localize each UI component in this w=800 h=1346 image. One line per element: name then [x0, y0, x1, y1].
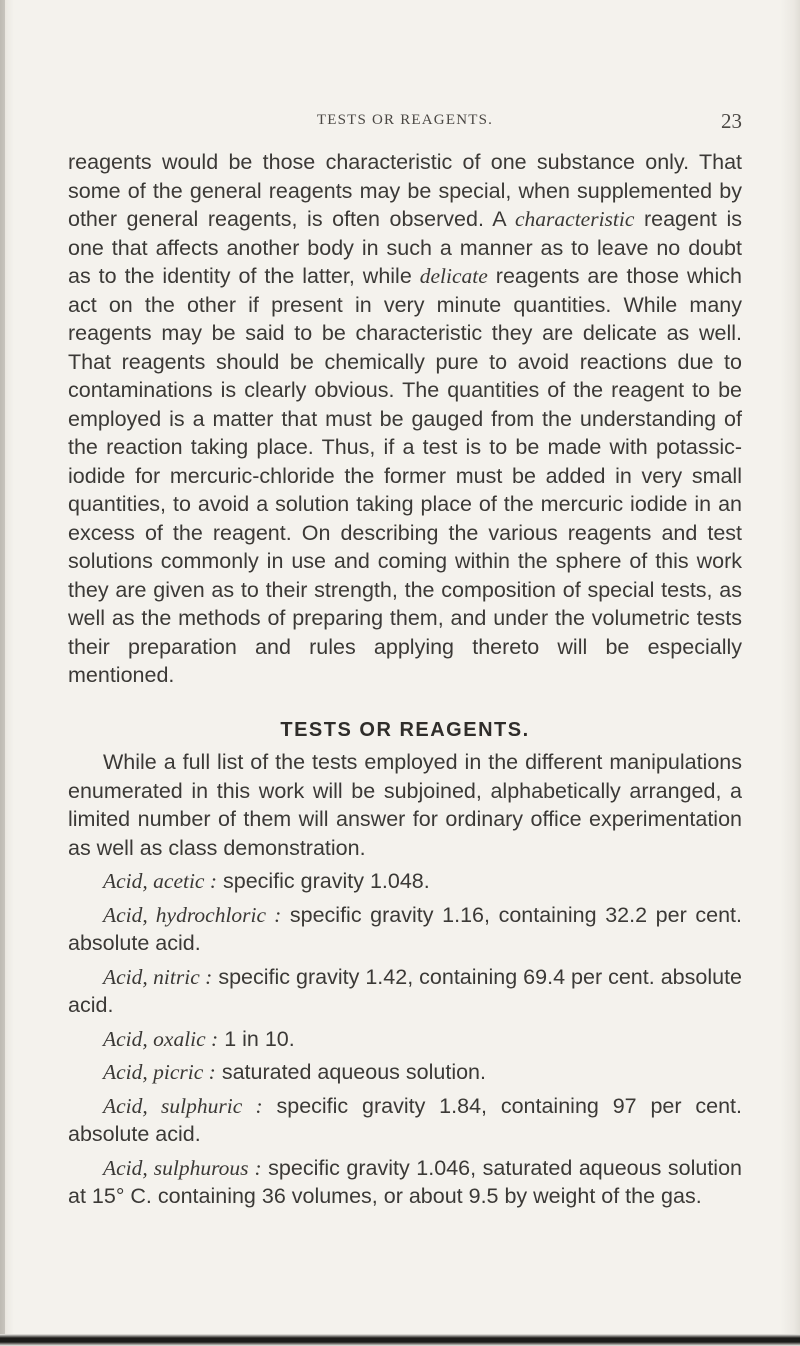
reagent-entry: [68, 901, 742, 958]
reagent-entry: [68, 1154, 742, 1211]
section-heading: TESTS OR REAGENTS.: [280, 718, 530, 741]
entry-term: Acid, hydrochloric :: [103, 902, 282, 927]
entry-text: specific gravity 1.046, saturated aqueous solution at 15° C. containing 36 volumes, or about 9.5 by weight of the gas.: [68, 1155, 742, 1208]
section-intro-paragraph: While a full list of the tests employed in the different manipulations enumerated in this work will be subjoined, alphabetically arranged, a limited number of them will answer for ordinary office experimentation as well as class demonstration.: [68, 750, 742, 860]
entry-term: Acid, picric :: [103, 1060, 216, 1084]
reagent-entry: [68, 1092, 742, 1149]
intro-text-1: reagents would be those characteristic of one substance only. That some of the general reagents may be special, when supplemented by other general reagents, is often observed. A: [68, 150, 742, 231]
reagent-entry: [68, 1025, 742, 1054]
body-text: [68, 148, 742, 1211]
entry-text: specific gravity 1.42, containing 69.4 per cent. absolute acid.: [68, 964, 742, 1017]
entry-text: 1 in 10.: [218, 1026, 295, 1051]
emphasis-characteristic: characteristic: [515, 207, 635, 231]
page-bottom-edge: [0, 1334, 800, 1346]
page-number: 23: [721, 109, 742, 133]
entry-text: specific gravity 1.84, containing 97 per cent. absolute acid.: [68, 1093, 742, 1146]
entry-text: saturated aqueous solution.: [215, 1060, 486, 1084]
running-header: [68, 109, 742, 134]
reagent-entry: [68, 963, 742, 1020]
reagent-entry: [68, 1058, 742, 1087]
entry-text: specific gravity 1.048.: [217, 869, 430, 893]
entry-text: specific gravity 1.16, containing 32.2 per cent. absolute acid.: [68, 902, 742, 955]
entry-term: Acid, acetic :: [103, 869, 218, 893]
intro-text-3: reagents are those which act on the other if present in very minute quantities. While many reagents may be said to be characteristic they are delicate as well. That reagents should be chemically pure to avoid reactions due to contaminations is clearly obvious. The quantities of the reagent to be employed is a matter that must be gauged from the understanding of the reaction taking place. Thus, if a test is to be made with potassic-iodide for mercuric-chloride the former must be added in very small quantities, to avoid a solution taking place of the mercuric iodide in an excess of the reagent. On describing the various reagents and test solutions commonly in use and coming within the sphere of this work they are given as to their strength, the composition of special tests, as well as the methods of preparing them, and under the volumetric tests their preparation and rules applying thereto will be especially mentioned.: [68, 264, 742, 687]
reagent-entry: [68, 867, 742, 896]
binding-shadow: [0, 0, 5, 1346]
emphasis-delicate: delicate: [419, 264, 488, 288]
intro-paragraph: [68, 148, 742, 690]
entry-term: Acid, oxalic :: [103, 1026, 219, 1051]
entry-term: Acid, nitric :: [103, 964, 213, 989]
entry-term: Acid, sulphurous :: [103, 1155, 262, 1180]
intro-text-2: reagent is one that affects another body in such a manner as to leave no doubt as to the identity of the latter, while: [68, 207, 742, 288]
entry-term: Acid, sulphuric :: [103, 1093, 263, 1118]
running-title: TESTS OR REAGENTS.: [316, 112, 494, 128]
